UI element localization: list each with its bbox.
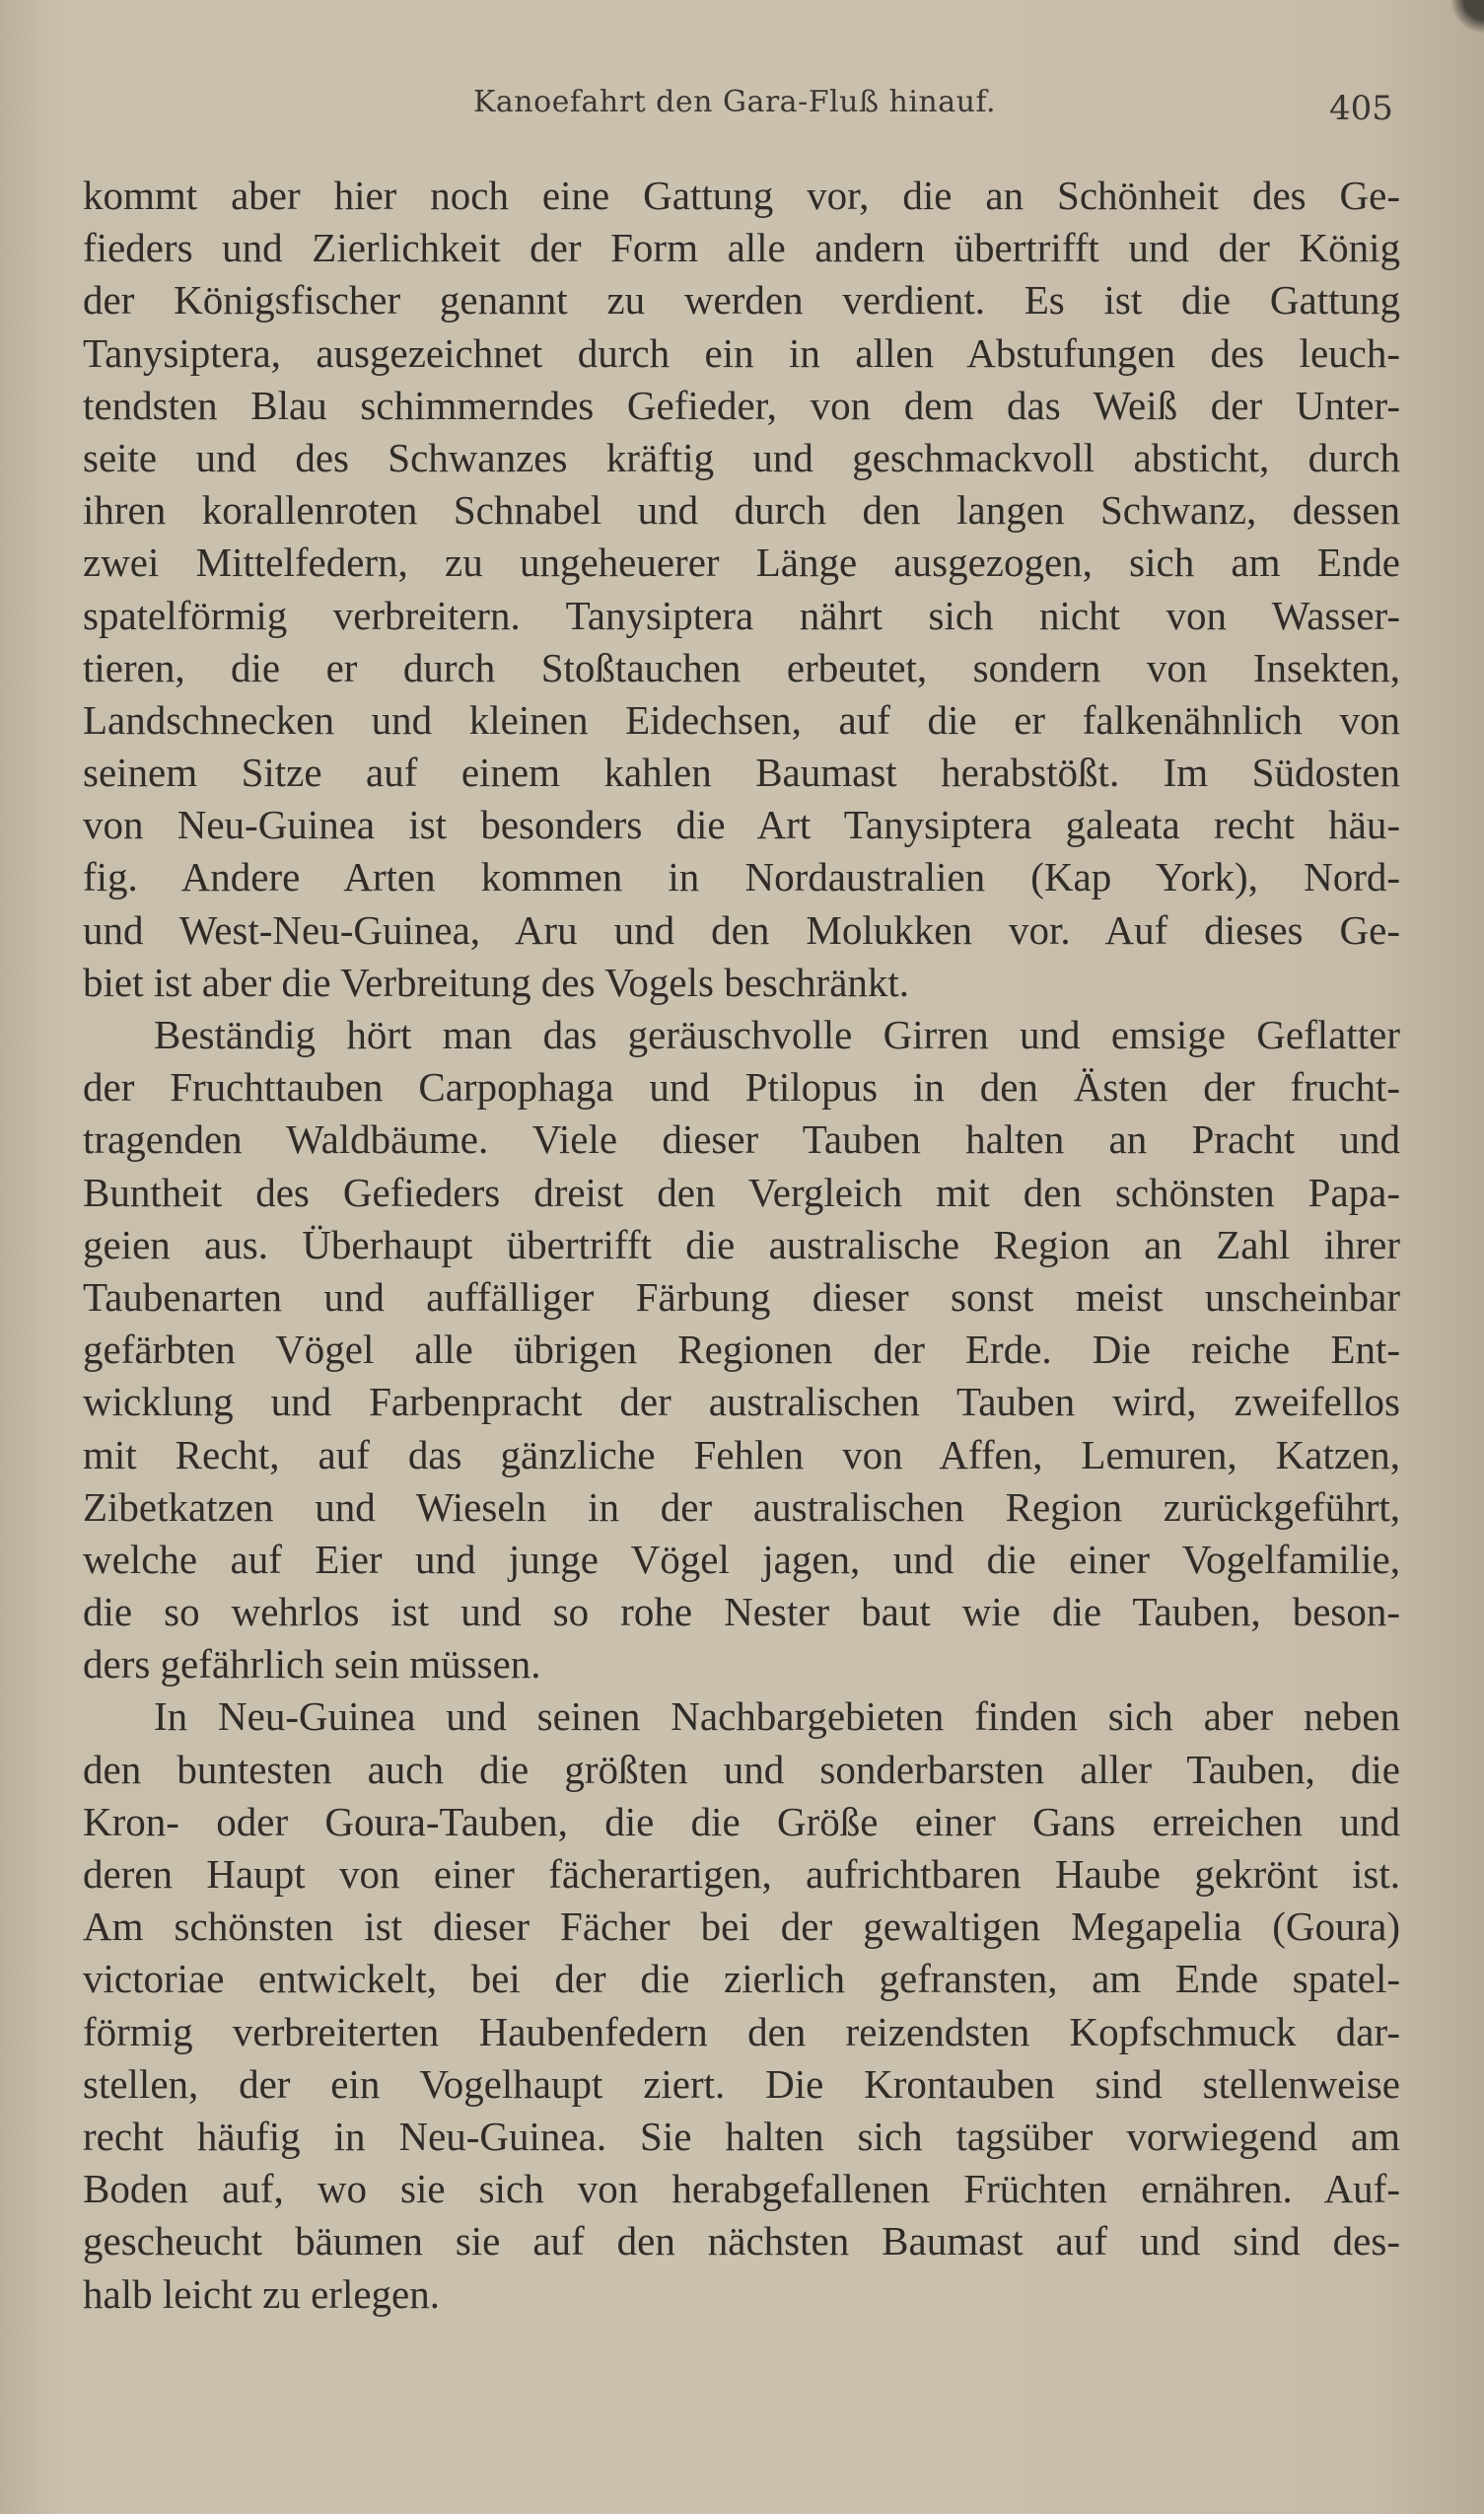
text-line: ihren korallenroten Schnabel und durch den langen Schwanz, dessen xyxy=(83,487,1400,534)
text-line: förmig verbreiterten Haubenfedern den reizendsten Kopfschmuck dar- xyxy=(83,2008,1400,2054)
text-line: die so wehrlos ist und so rohe Nester baut wie die Tauben, beson- xyxy=(83,1589,1400,1635)
text-line: Tanysiptera, ausgezeichnet durch ein in allen Abstufungen des leuch- xyxy=(83,329,1400,376)
text-line: gefärbten Vögel alle übrigen Regionen der Erde. Die reiche Ent- xyxy=(83,1327,1400,1373)
paragraph xyxy=(83,170,1400,1009)
text-line: Taubenarten und auffälliger Färbung dieser sonst meist unscheinbar xyxy=(83,1273,1400,1320)
text-line: zwei Mittelfedern, zu ungeheuerer Länge ausgezogen, sich am Ende xyxy=(83,539,1400,586)
text-line: der Königsfischer genannt zu werden verdient. Es ist die Gattung xyxy=(83,277,1400,323)
text-line: fieders und Zierlichkeit der Form alle andern übertrifft und der König xyxy=(83,225,1400,271)
text-line: Beständig hört man das geräuschvolle Girren und emsige Geflatter xyxy=(154,1012,1400,1057)
text-line: Zibetkatzen und Wieseln in der australischen Region zurückgeführt, xyxy=(83,1483,1400,1530)
text-line: von Neu-Guinea ist besonders die Art Tanysiptera galeata recht häu- xyxy=(83,802,1400,848)
text-line: geien aus. Überhaupt übertrifft die australische Region an Zahl ihrer xyxy=(83,1221,1400,1267)
text-line: seite und des Schwanzes kräftig und geschmackvoll absticht, durch xyxy=(83,434,1400,480)
page-header xyxy=(0,81,1484,130)
text-line: stellen, der ein Vogelhaupt ziert. Die Krontauben sind stellenweise xyxy=(83,2060,1400,2107)
text-line: In Neu-Guinea und seinen Nachbargebieten finden sich aber neben xyxy=(154,1693,1400,1740)
text-line: spatelförmig verbreitern. Tanysiptera nährt sich nicht von Wasser- xyxy=(83,592,1400,638)
text-line: mit Recht, auf das gänzliche Fehlen von Affen, Lemuren, Katzen, xyxy=(83,1431,1400,1477)
paragraph xyxy=(83,1690,1400,2320)
text-line: fig. Andere Arten kommen in Nordaustralien (Kap York), Nord- xyxy=(83,854,1400,900)
text-line: tendsten Blau schimmerndes Gefieder, von dem das Weiß der Unter- xyxy=(83,382,1400,428)
text-line: tieren, die er durch Stoßtauchen erbeutet, sondern von Insekten, xyxy=(83,644,1400,690)
text-line: deren Haupt von einer fächerartigen, aufrichtbaren Haube gekrönt ist. xyxy=(83,1851,1400,1897)
text-line: Am schönsten ist dieser Fächer bei der gewaltigen Megapelia (Goura) xyxy=(83,1903,1400,1950)
running-title: Kanoefahrt den Gara-Fluß hinauf. xyxy=(473,85,997,119)
text-line: ders gefährlich sein müssen. xyxy=(83,1641,541,1688)
text-line: halb leicht zu erlegen. xyxy=(83,2270,440,2317)
paragraph xyxy=(83,1009,1400,1690)
text-line: wicklung und Farbenpracht der australischen Tauben wird, zweifellos xyxy=(83,1379,1400,1425)
text-line: Buntheit des Gefieders dreist den Vergleich mit den schönsten Papa- xyxy=(83,1169,1400,1215)
body-text xyxy=(83,170,1400,2321)
text-line: Landschnecken und kleinen Eidechsen, auf die er falkenähnlich von xyxy=(83,696,1400,743)
text-line: biet ist aber die Verbreitung des Vogels beschränkt. xyxy=(83,959,910,1005)
text-line: tragenden Waldbäume. Viele dieser Tauben halten an Pracht und xyxy=(83,1116,1400,1163)
page-number: 405 xyxy=(1329,89,1393,128)
text-line: der Fruchttauben Carpophaga und Ptilopus in den Ästen der frucht- xyxy=(83,1064,1400,1111)
page-corner-shadow xyxy=(1445,0,1484,39)
text-line: den buntesten auch die größten und sonderbarsten aller Tauben, die xyxy=(83,1746,1400,1792)
text-line: Kron- oder Goura-Tauben, die die Größe einer Gans erreichen und xyxy=(83,1798,1400,1844)
text-line: seinem Sitze auf einem kahlen Baumast herabstößt. Im Südosten xyxy=(83,750,1400,796)
text-line: victoriae entwickelt, bei der die zierlich gefransten, am Ende spatel- xyxy=(83,1956,1400,2002)
text-line: gescheucht bäumen sie auf den nächsten Baumast auf und sind des- xyxy=(83,2218,1400,2264)
text-line: kommt aber hier noch eine Gattung vor, die an Schönheit des Ge- xyxy=(83,173,1400,218)
text-line: welche auf Eier und junge Vögel jagen, und die einer Vogelfamilie, xyxy=(83,1536,1400,1582)
text-line: und West-Neu-Guinea, Aru und den Molukken vor. Auf dieses Ge- xyxy=(83,906,1400,953)
text-line: recht häufig in Neu-Guinea. Sie halten sich tagsüber vorwiegend am xyxy=(83,2113,1400,2159)
text-line: Boden auf, wo sie sich von herabgefallenen Früchten ernähren. Auf- xyxy=(83,2166,1400,2212)
